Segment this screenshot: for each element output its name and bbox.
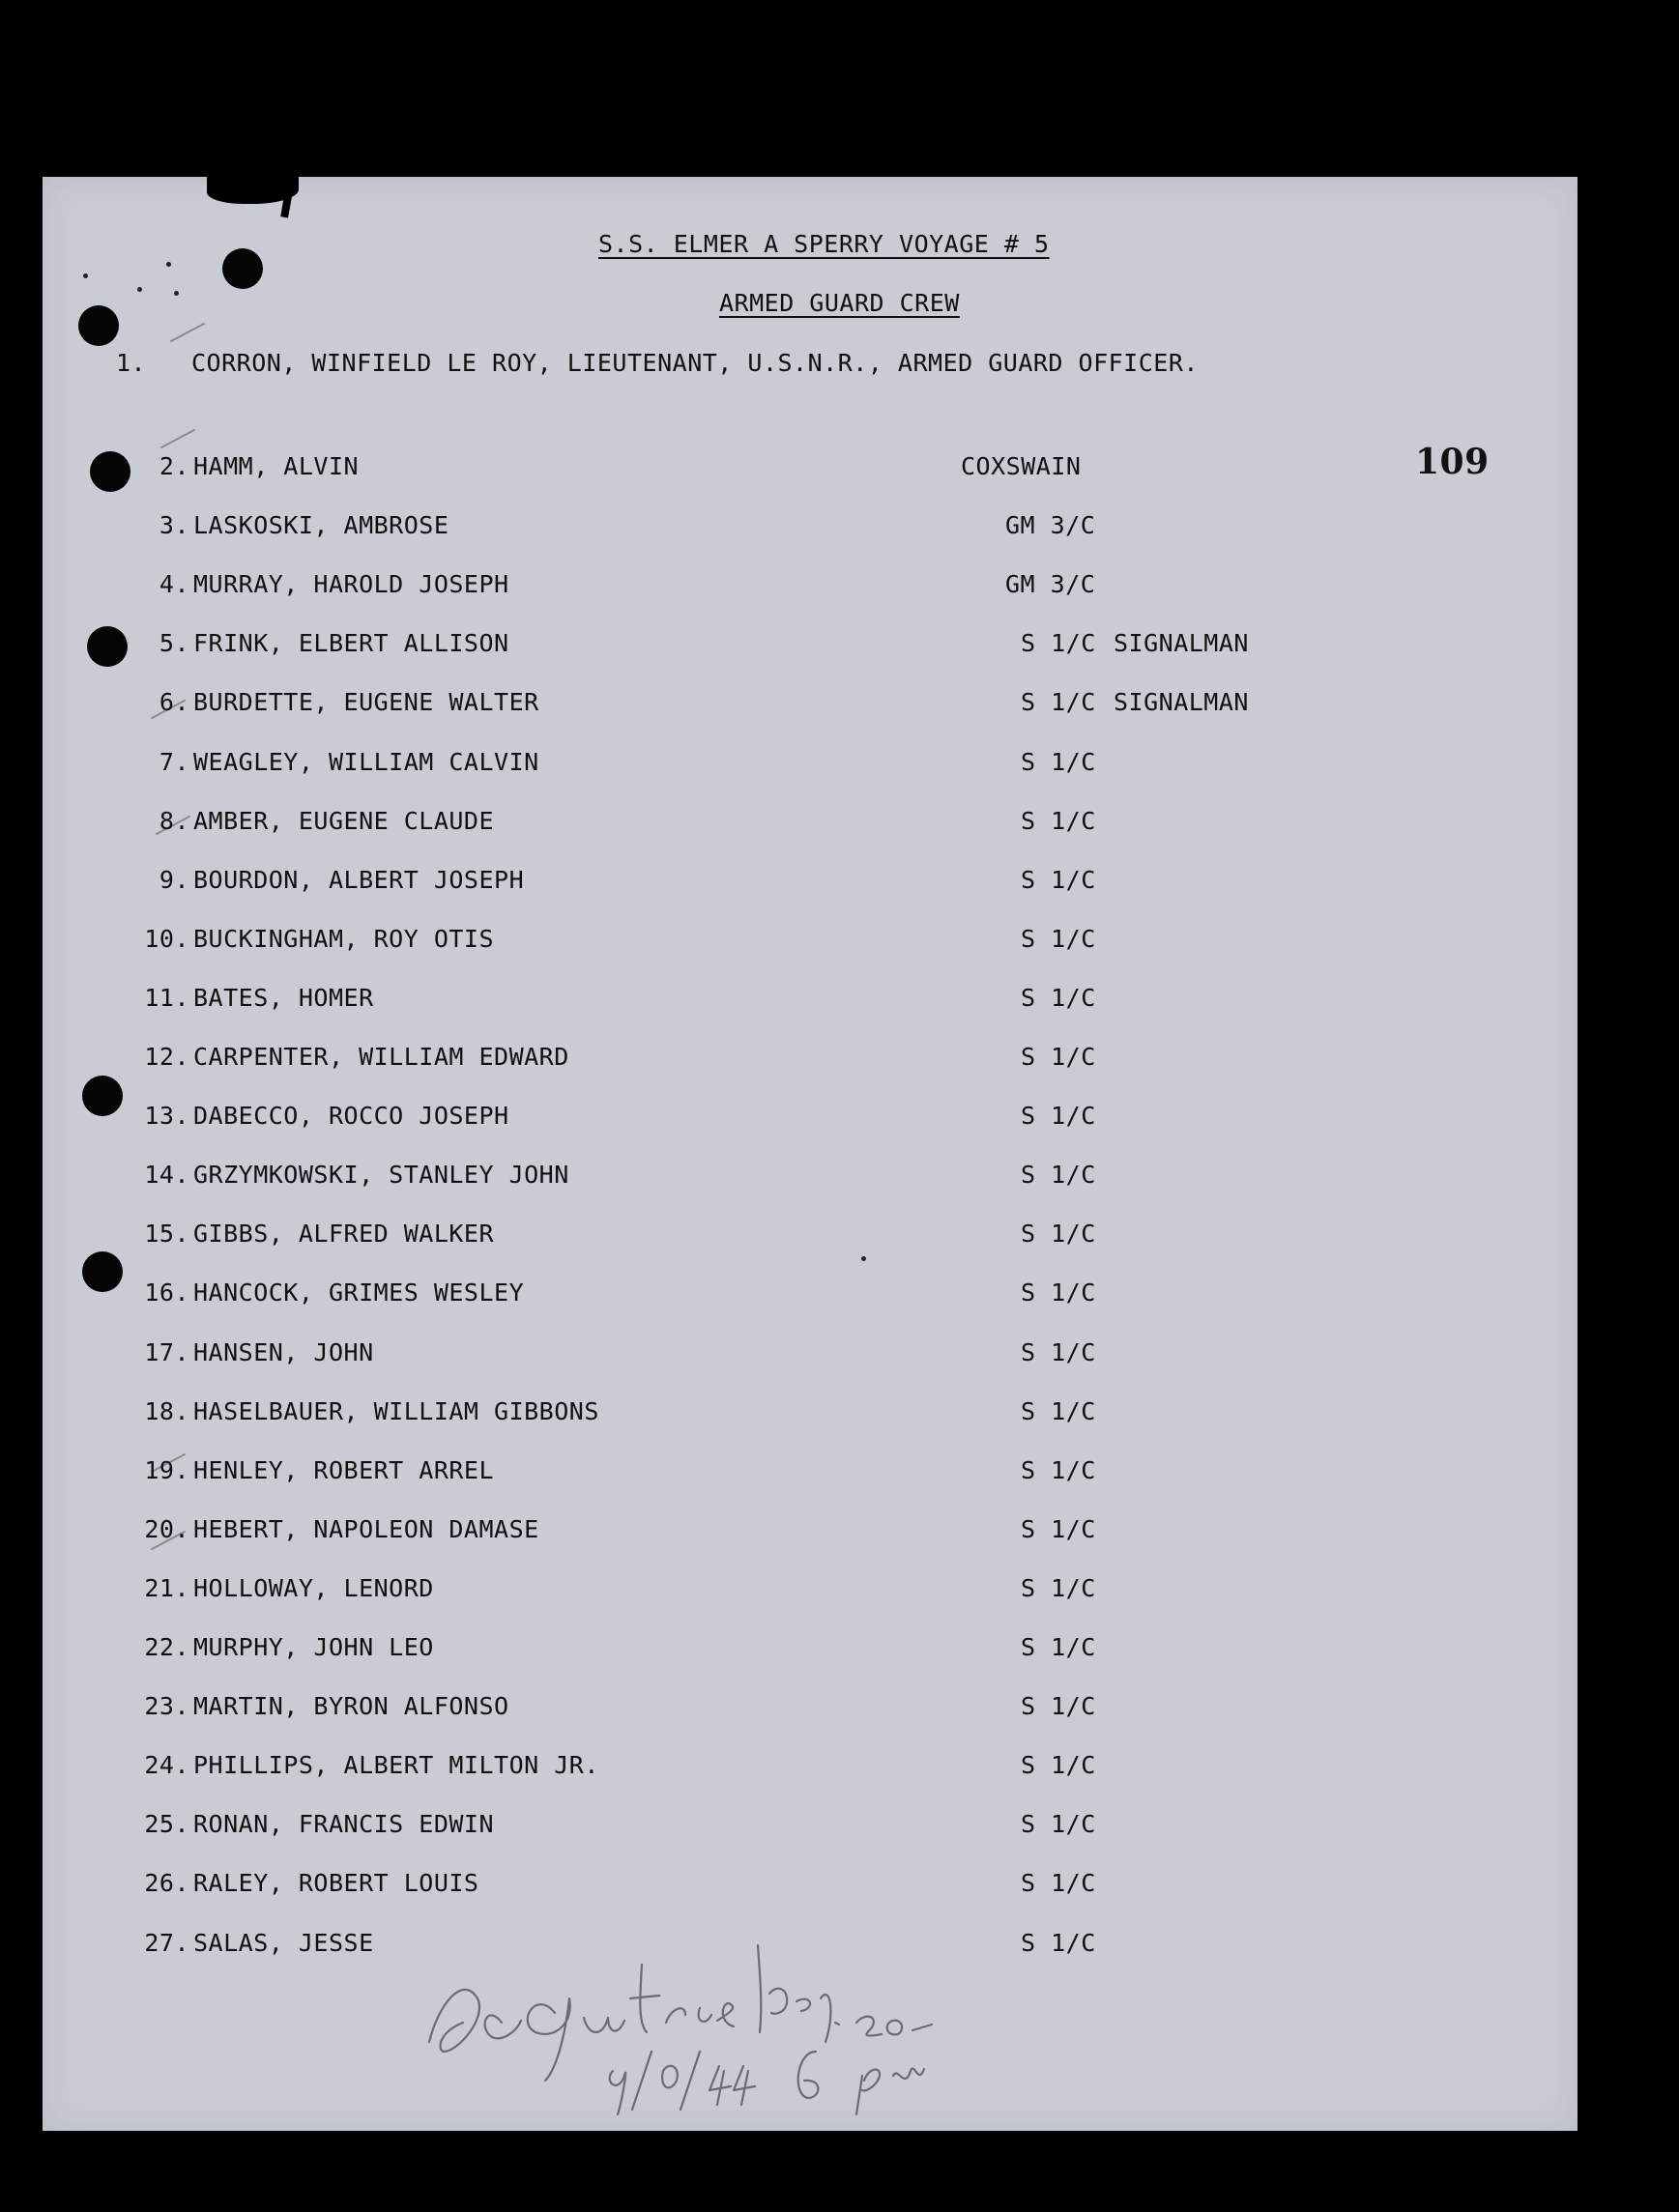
crew-row	[43, 1220, 1578, 1258]
crew-row	[43, 688, 1578, 727]
crew-name: HANSEN, JOHN	[193, 1337, 374, 1366]
crew-row	[43, 629, 1578, 668]
crew-rating: S 1/C	[1021, 924, 1096, 953]
crew-number: 10.	[144, 924, 189, 953]
crew-rating: S 1/C	[1021, 1043, 1096, 1071]
crew-row	[43, 1338, 1578, 1377]
crew-number: 11.	[144, 983, 189, 1012]
crew-row	[43, 1869, 1578, 1908]
crew-row	[43, 1161, 1578, 1199]
crew-name: HEBERT, NAPOLEON DAMASE	[193, 1514, 539, 1543]
speck	[174, 291, 179, 296]
crew-row	[43, 807, 1578, 846]
crew-row	[43, 570, 1578, 609]
crew-rating: S 1/C	[1021, 1869, 1096, 1898]
crew-rating: S 1/C	[1021, 983, 1096, 1012]
punch-hole	[78, 305, 119, 346]
crew-number: 22.	[144, 1633, 189, 1661]
crew-rating: S 1/C	[1021, 1102, 1096, 1131]
crew-specialty: SIGNALMAN	[1114, 688, 1249, 717]
crew-number: 21.	[144, 1573, 189, 1602]
crew-name: GIBBS, ALFRED WALKER	[193, 1220, 495, 1249]
crew-name: HANCOCK, GRIMES WESLEY	[193, 1278, 525, 1307]
crew-name: HASELBAUER, WILLIAM GIBBONS	[193, 1396, 599, 1425]
crew-rating: S 1/C	[1021, 1161, 1096, 1190]
crew-rating: S 1/C	[1021, 1810, 1096, 1839]
crew-row	[43, 748, 1578, 787]
crew-name: HOLLOWAY, LENORD	[193, 1573, 434, 1602]
crew-row	[43, 1043, 1578, 1081]
crew-row	[43, 925, 1578, 963]
crew-rating: S 1/C	[1021, 1573, 1096, 1602]
crew-row	[43, 984, 1578, 1022]
crew-name: FRINK, ELBERT ALLISON	[193, 629, 509, 658]
crew-number: 16.	[144, 1278, 189, 1307]
crew-name: MURPHY, JOHN LEO	[193, 1633, 434, 1661]
crew-row	[43, 1751, 1578, 1790]
crew-rating: S 1/C	[1021, 1751, 1096, 1780]
crew-name: MURRAY, HAROLD JOSEPH	[193, 570, 509, 599]
crew-name: RALEY, ROBERT LOUIS	[193, 1869, 479, 1898]
crew-rating: S 1/C	[1021, 865, 1096, 894]
crew-row	[43, 1397, 1578, 1436]
crew-name: RONAN, FRANCIS EDWIN	[193, 1810, 495, 1839]
crew-name: BUCKINGHAM, ROY OTIS	[193, 924, 495, 953]
crew-number: 8.	[159, 806, 189, 835]
crew-rating: S 1/C	[1021, 688, 1096, 717]
crew-number: 7.	[159, 747, 189, 776]
crew-number: 4.	[159, 570, 189, 599]
ship-voyage-title: S.S. ELMER A SPERRY VOYAGE # 5	[598, 230, 1050, 258]
crew-name: MARTIN, BYRON ALFONSO	[193, 1692, 509, 1721]
officer-number: 1.	[116, 349, 147, 377]
crew-row	[43, 511, 1578, 550]
crew-number: 25.	[144, 1810, 189, 1839]
handwritten-signature	[410, 1907, 1028, 2129]
crew-name: CARPENTER, WILLIAM EDWARD	[193, 1043, 569, 1071]
crew-number: 9.	[159, 865, 189, 894]
crew-name: LASKOSKI, AMBROSE	[193, 511, 449, 540]
crew-rating: S 1/C	[1021, 1220, 1096, 1249]
margin-tick	[170, 323, 205, 343]
crew-number: 15.	[144, 1220, 189, 1249]
crew-rating: S 1/C	[1021, 1278, 1096, 1307]
crew-name: SALAS, JESSE	[193, 1928, 374, 1957]
crew-row	[43, 1278, 1578, 1317]
crew-rating: S 1/C	[1021, 1633, 1096, 1661]
crew-name: HENLEY, ROBERT ARREL	[193, 1455, 495, 1484]
crew-rating: S 1/C	[1021, 1514, 1096, 1543]
crew-rating: S 1/C	[1021, 1692, 1096, 1721]
crew-rating: S 1/C	[1021, 806, 1096, 835]
crew-row	[43, 452, 1578, 491]
crew-number: 6.	[159, 688, 189, 717]
crew-row	[43, 1810, 1578, 1849]
crew-row	[43, 1574, 1578, 1613]
speck	[166, 262, 171, 267]
punch-hole	[222, 248, 263, 289]
crew-number: 5.	[159, 629, 189, 658]
crew-row	[43, 1692, 1578, 1731]
margin-tick	[160, 429, 195, 449]
crew-row	[43, 1633, 1578, 1672]
crew-number: 27.	[144, 1928, 189, 1957]
crew-name: GRZYMKOWSKI, STANLEY JOHN	[193, 1161, 569, 1190]
crew-rating: S 1/C	[1021, 1337, 1096, 1366]
crew-row	[43, 1456, 1578, 1495]
speck	[83, 273, 88, 278]
crew-rating: COXSWAIN	[961, 452, 1082, 480]
crew-number: 20.	[144, 1514, 189, 1543]
document-page	[43, 177, 1578, 2131]
crew-number: 14.	[144, 1161, 189, 1190]
crew-name: WEAGLEY, WILLIAM CALVIN	[193, 747, 539, 776]
crew-number: 23.	[144, 1692, 189, 1721]
crew-number: 3.	[159, 511, 189, 540]
crew-name: BATES, HOMER	[193, 983, 374, 1012]
crew-row	[43, 1515, 1578, 1554]
crew-number: 26.	[144, 1869, 189, 1898]
crew-number: 13.	[144, 1102, 189, 1131]
crew-name: PHILLIPS, ALBERT MILTON JR.	[193, 1751, 599, 1780]
document-subtitle: ARMED GUARD CREW	[719, 289, 960, 317]
crew-name: DABECCO, ROCCO JOSEPH	[193, 1102, 509, 1131]
crew-number: 17.	[144, 1337, 189, 1366]
crew-number: 19.	[144, 1455, 189, 1484]
crew-row	[43, 866, 1578, 905]
speck	[137, 287, 142, 292]
crew-rating: S 1/C	[1021, 1928, 1096, 1957]
crew-number: 24.	[144, 1751, 189, 1780]
crew-rating: GM 3/C	[1005, 511, 1096, 540]
crew-name: BURDETTE, EUGENE WALTER	[193, 688, 539, 717]
page-number: 109	[1415, 442, 1490, 482]
crew-number: 12.	[144, 1043, 189, 1071]
crew-name: BOURDON, ALBERT JOSEPH	[193, 865, 525, 894]
crew-rating: S 1/C	[1021, 1396, 1096, 1425]
crew-rating: S 1/C	[1021, 747, 1096, 776]
crew-name: AMBER, EUGENE CLAUDE	[193, 806, 495, 835]
crew-rating: S 1/C	[1021, 629, 1096, 658]
crew-rating: GM 3/C	[1005, 570, 1096, 599]
crew-row	[43, 1102, 1578, 1140]
crew-number: 2.	[159, 452, 189, 480]
crew-name: HAMM, ALVIN	[193, 452, 360, 480]
crew-specialty: SIGNALMAN	[1114, 629, 1249, 658]
crew-number: 18.	[144, 1396, 189, 1425]
officer-entry: CORRON, WINFIELD LE ROY, LIEUTENANT, U.S.N.R., ARMED GUARD OFFICER.	[191, 349, 1199, 377]
crew-rating: S 1/C	[1021, 1455, 1096, 1484]
